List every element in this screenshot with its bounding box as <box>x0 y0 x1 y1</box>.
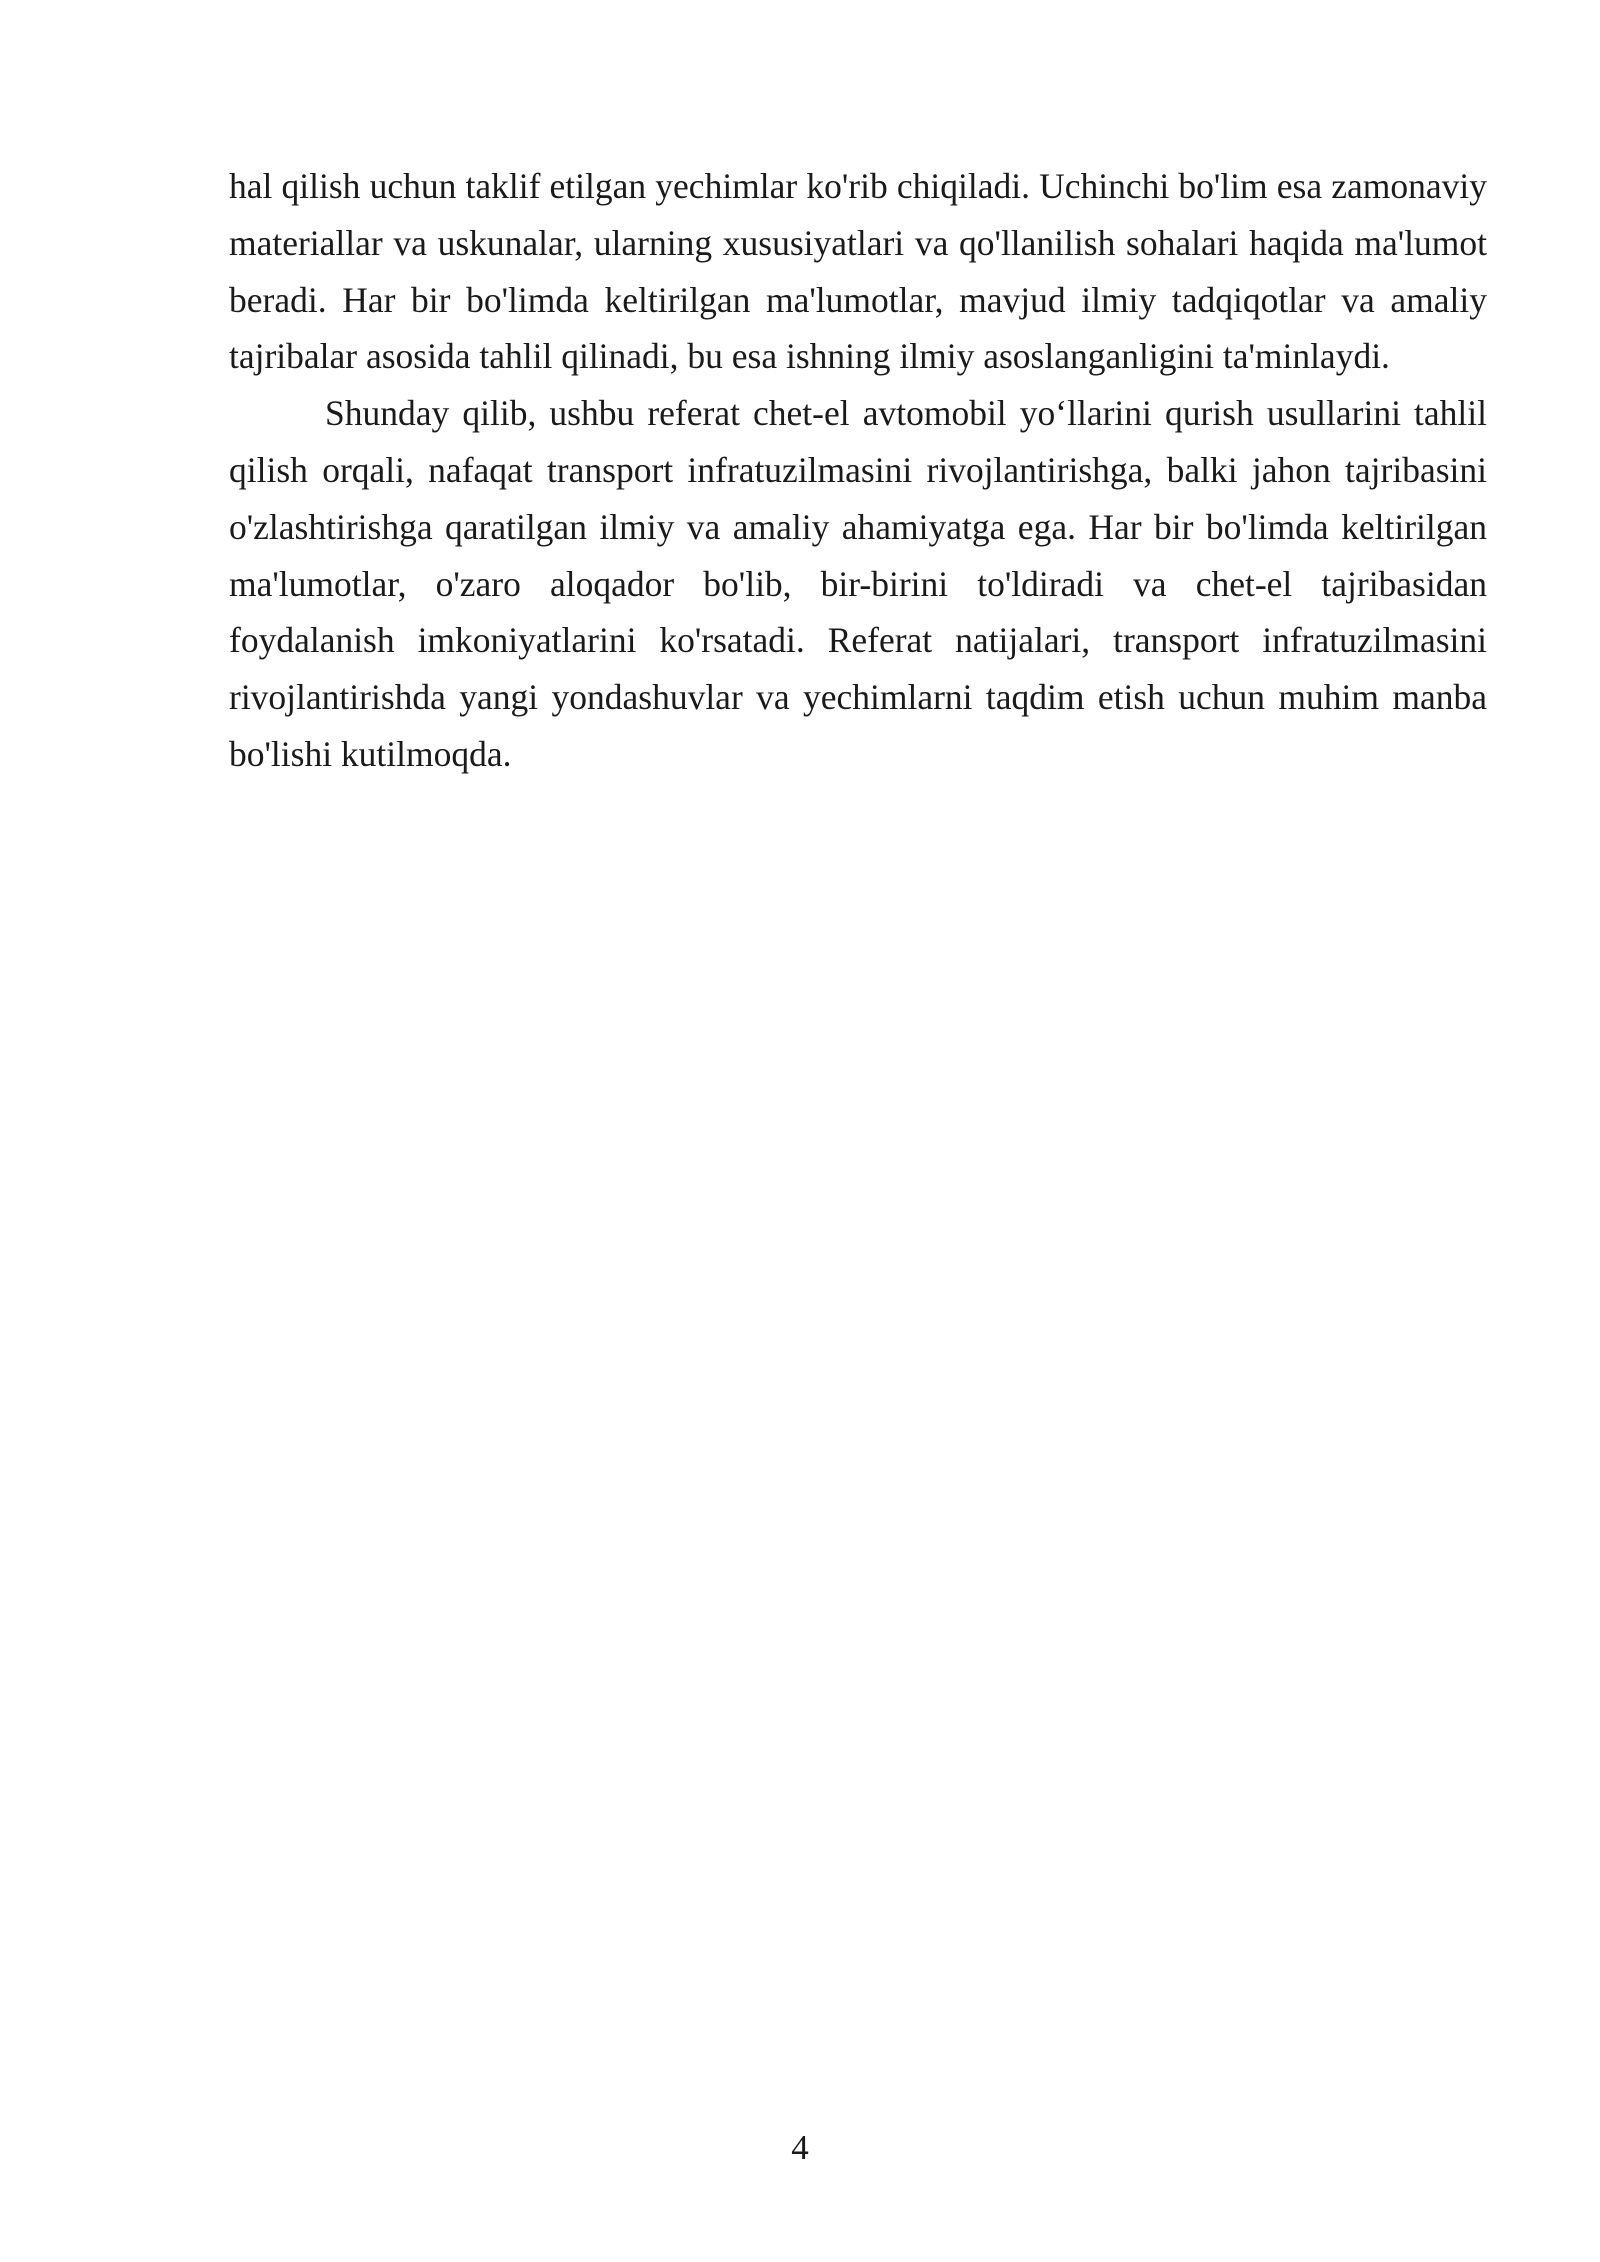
body-text <box>229 158 1487 783</box>
paragraph-conclusion: Shunday qilib, ushbu referat chet-el avtomobil yo‘llarini qurish usullarini tahlil qilish orqali, nafaqat transport infratuzilmasini rivojlantirishga, balki jahon tajribasini o'zlashtirishga qaratilgan ilmiy va amaliy ahamiyatga ega. Har bir bo'limda keltirilgan ma'lumotlar, o'zaro aloqador bo'lib, bir-birini to'ldiradi va chet-el tajribasidan foydalanish imkoniyatlarini ko'rsatadi. Referat natijalari, transport infratuzilmasini rivojlantirishda yangi yondashuvlar va yechimlarni taqdim etish uchun muhim manba bo'lishi kutilmoqda. <box>229 393 1487 774</box>
paragraph-continuation: hal qilish uchun taklif etilgan yechimlar ko'rib chiqiladi. Uchinchi bo'lim esa zamonaviy materiallar va uskunalar, ularning xususiyatlari va qo'llanilish sohalari haqida ma'lumot beradi. Har bir bo'limda keltirilgan ma'lumotlar, mavjud ilmiy tadqiqotlar va amaliy tajribalar asosida tahlil qilinadi, bu esa ishning ilmiy asoslanganligini ta'minlaydi. <box>229 166 1487 377</box>
page-number: 4 <box>791 2128 809 2167</box>
